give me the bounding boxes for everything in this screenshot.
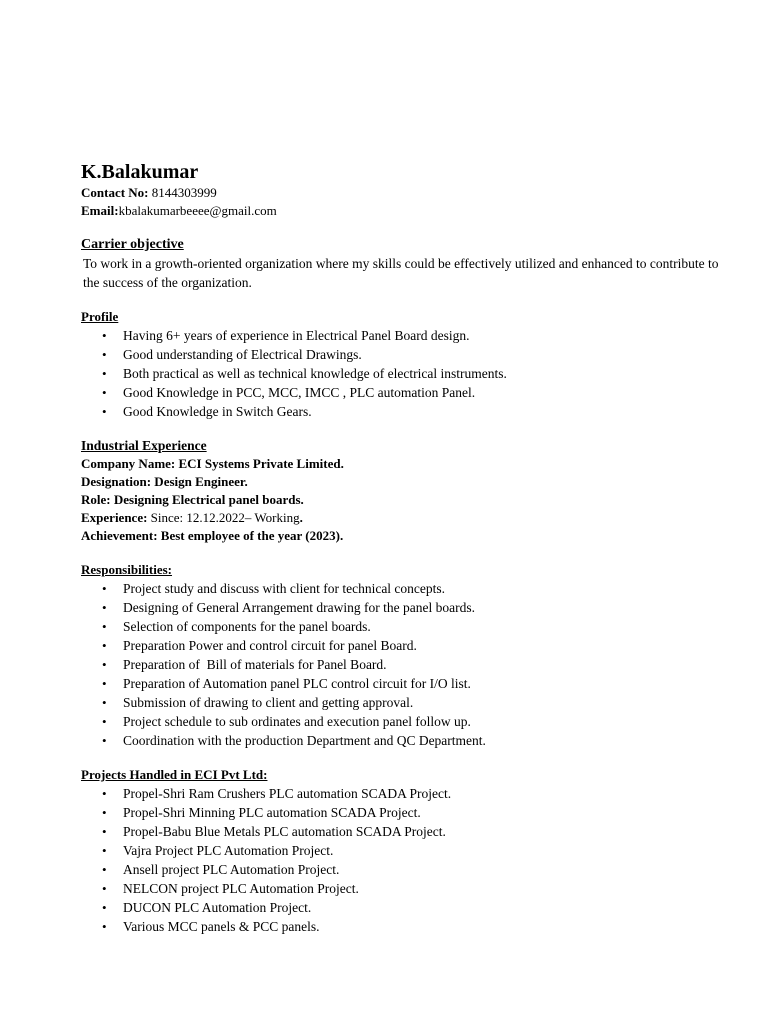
bullet-icon: • bbox=[102, 919, 107, 934]
profile-list bbox=[81, 326, 721, 421]
bullet-icon: • bbox=[102, 619, 107, 634]
list-item: • Good Knowledge in PCC, MCC, IMCC , PLC automation Panel. bbox=[102, 385, 476, 400]
list-item: • Various MCC panels & PCC panels. bbox=[102, 919, 320, 934]
bullet-icon: • bbox=[102, 404, 107, 419]
contact-line bbox=[81, 184, 721, 202]
list-item: • Project study and discuss with client for technical concepts. bbox=[102, 581, 446, 596]
list-item: • Good Knowledge in Switch Gears. bbox=[102, 404, 312, 419]
list-item: • Submission of drawing to client and getting approval. bbox=[102, 695, 414, 710]
bullet-icon: • bbox=[102, 676, 107, 691]
bullet-icon: • bbox=[102, 805, 107, 820]
resume-page bbox=[81, 160, 721, 936]
list-item: • Both practical as well as technical knowledge of electrical instruments. bbox=[102, 366, 507, 381]
list-item: • Preparation of Bill of materials for Panel Board. bbox=[102, 657, 387, 672]
list-item: • Designing of General Arrangement drawing for the panel boards. bbox=[102, 600, 476, 615]
list-item: • DUCON PLC Automation Project. bbox=[102, 900, 312, 915]
email-label: Email: bbox=[81, 203, 119, 218]
list-item: • Preparation of Automation panel PLC control circuit for I/O list. bbox=[102, 676, 471, 691]
bullet-icon: • bbox=[102, 843, 107, 858]
bullet-icon: • bbox=[102, 900, 107, 915]
profile-heading: Profile bbox=[81, 309, 119, 324]
bullet-icon: • bbox=[102, 366, 107, 381]
contact-value: 8144303999 bbox=[148, 185, 217, 200]
bullet-icon: • bbox=[102, 733, 107, 748]
list-item: • NELCON project PLC Automation Project. bbox=[102, 881, 359, 896]
experience-line: Experience: Since: 12.12.2022– Working. bbox=[81, 510, 303, 525]
experience-label: Experience: bbox=[81, 510, 148, 525]
experience-value: Since: 12.12.2022– Working bbox=[147, 510, 300, 525]
bullet-icon: • bbox=[102, 824, 107, 839]
objective-heading: Carrier objective bbox=[81, 237, 184, 252]
contact-label: Contact No: bbox=[81, 185, 149, 200]
email-value: kbalakumarbeeee@gmail.com bbox=[118, 203, 277, 218]
role: Role: Designing Electrical panel boards. bbox=[81, 492, 304, 507]
bullet-icon: • bbox=[102, 786, 107, 801]
bullet-icon: • bbox=[102, 657, 107, 672]
bullet-icon: • bbox=[102, 600, 107, 615]
objective-text: To work in a growth-oriented organization where my skills could be effectively utilized and enhanced to contribute to the success of the organization. bbox=[83, 256, 719, 290]
list-item: • Having 6+ years of experience in Electrical Panel Board design. bbox=[102, 328, 470, 343]
list-item: • Project schedule to sub ordinates and execution panel follow up. bbox=[102, 714, 471, 729]
candidate-name: K.Balakumar bbox=[81, 161, 199, 183]
projects-list bbox=[81, 784, 721, 936]
list-item: • Propel-Shri Ram Crushers PLC automation SCADA Project. bbox=[102, 786, 452, 801]
list-item: • Vajra Project PLC Automation Project. bbox=[102, 843, 334, 858]
responsibilities-heading: Responsibilities: bbox=[81, 562, 173, 577]
bullet-icon: • bbox=[102, 862, 107, 877]
list-item: • Propel-Shri Minning PLC automation SCADA Project. bbox=[102, 805, 421, 820]
bullet-icon: • bbox=[102, 581, 107, 596]
projects-heading: Projects Handled in ECI Pvt Ltd: bbox=[81, 767, 268, 782]
experience-heading: Industrial Experience bbox=[81, 438, 207, 453]
list-item: • Propel-Babu Blue Metals PLC automation SCADA Project. bbox=[102, 824, 446, 839]
bullet-icon: • bbox=[102, 881, 107, 896]
email-line bbox=[81, 202, 721, 220]
list-item: • Coordination with the production Department and QC Department. bbox=[102, 733, 486, 748]
list-item: • Selection of components for the panel boards. bbox=[102, 619, 371, 634]
list-item: • Preparation Power and control circuit for panel Board. bbox=[102, 638, 417, 653]
bullet-icon: • bbox=[102, 695, 107, 710]
list-item: • Ansell project PLC Automation Project. bbox=[102, 862, 340, 877]
responsibilities-list bbox=[81, 579, 721, 750]
bullet-icon: • bbox=[102, 638, 107, 653]
achievement: Achievement: Best employee of the year (2023). bbox=[81, 528, 344, 543]
company-name: Company Name: ECI Systems Private Limited. bbox=[81, 456, 344, 471]
bullet-icon: • bbox=[102, 328, 107, 343]
bullet-icon: • bbox=[102, 714, 107, 729]
bullet-icon: • bbox=[102, 385, 107, 400]
list-item: • Good understanding of Electrical Drawings. bbox=[102, 347, 362, 362]
designation: Designation: Design Engineer. bbox=[81, 474, 248, 489]
bullet-icon: • bbox=[102, 347, 107, 362]
